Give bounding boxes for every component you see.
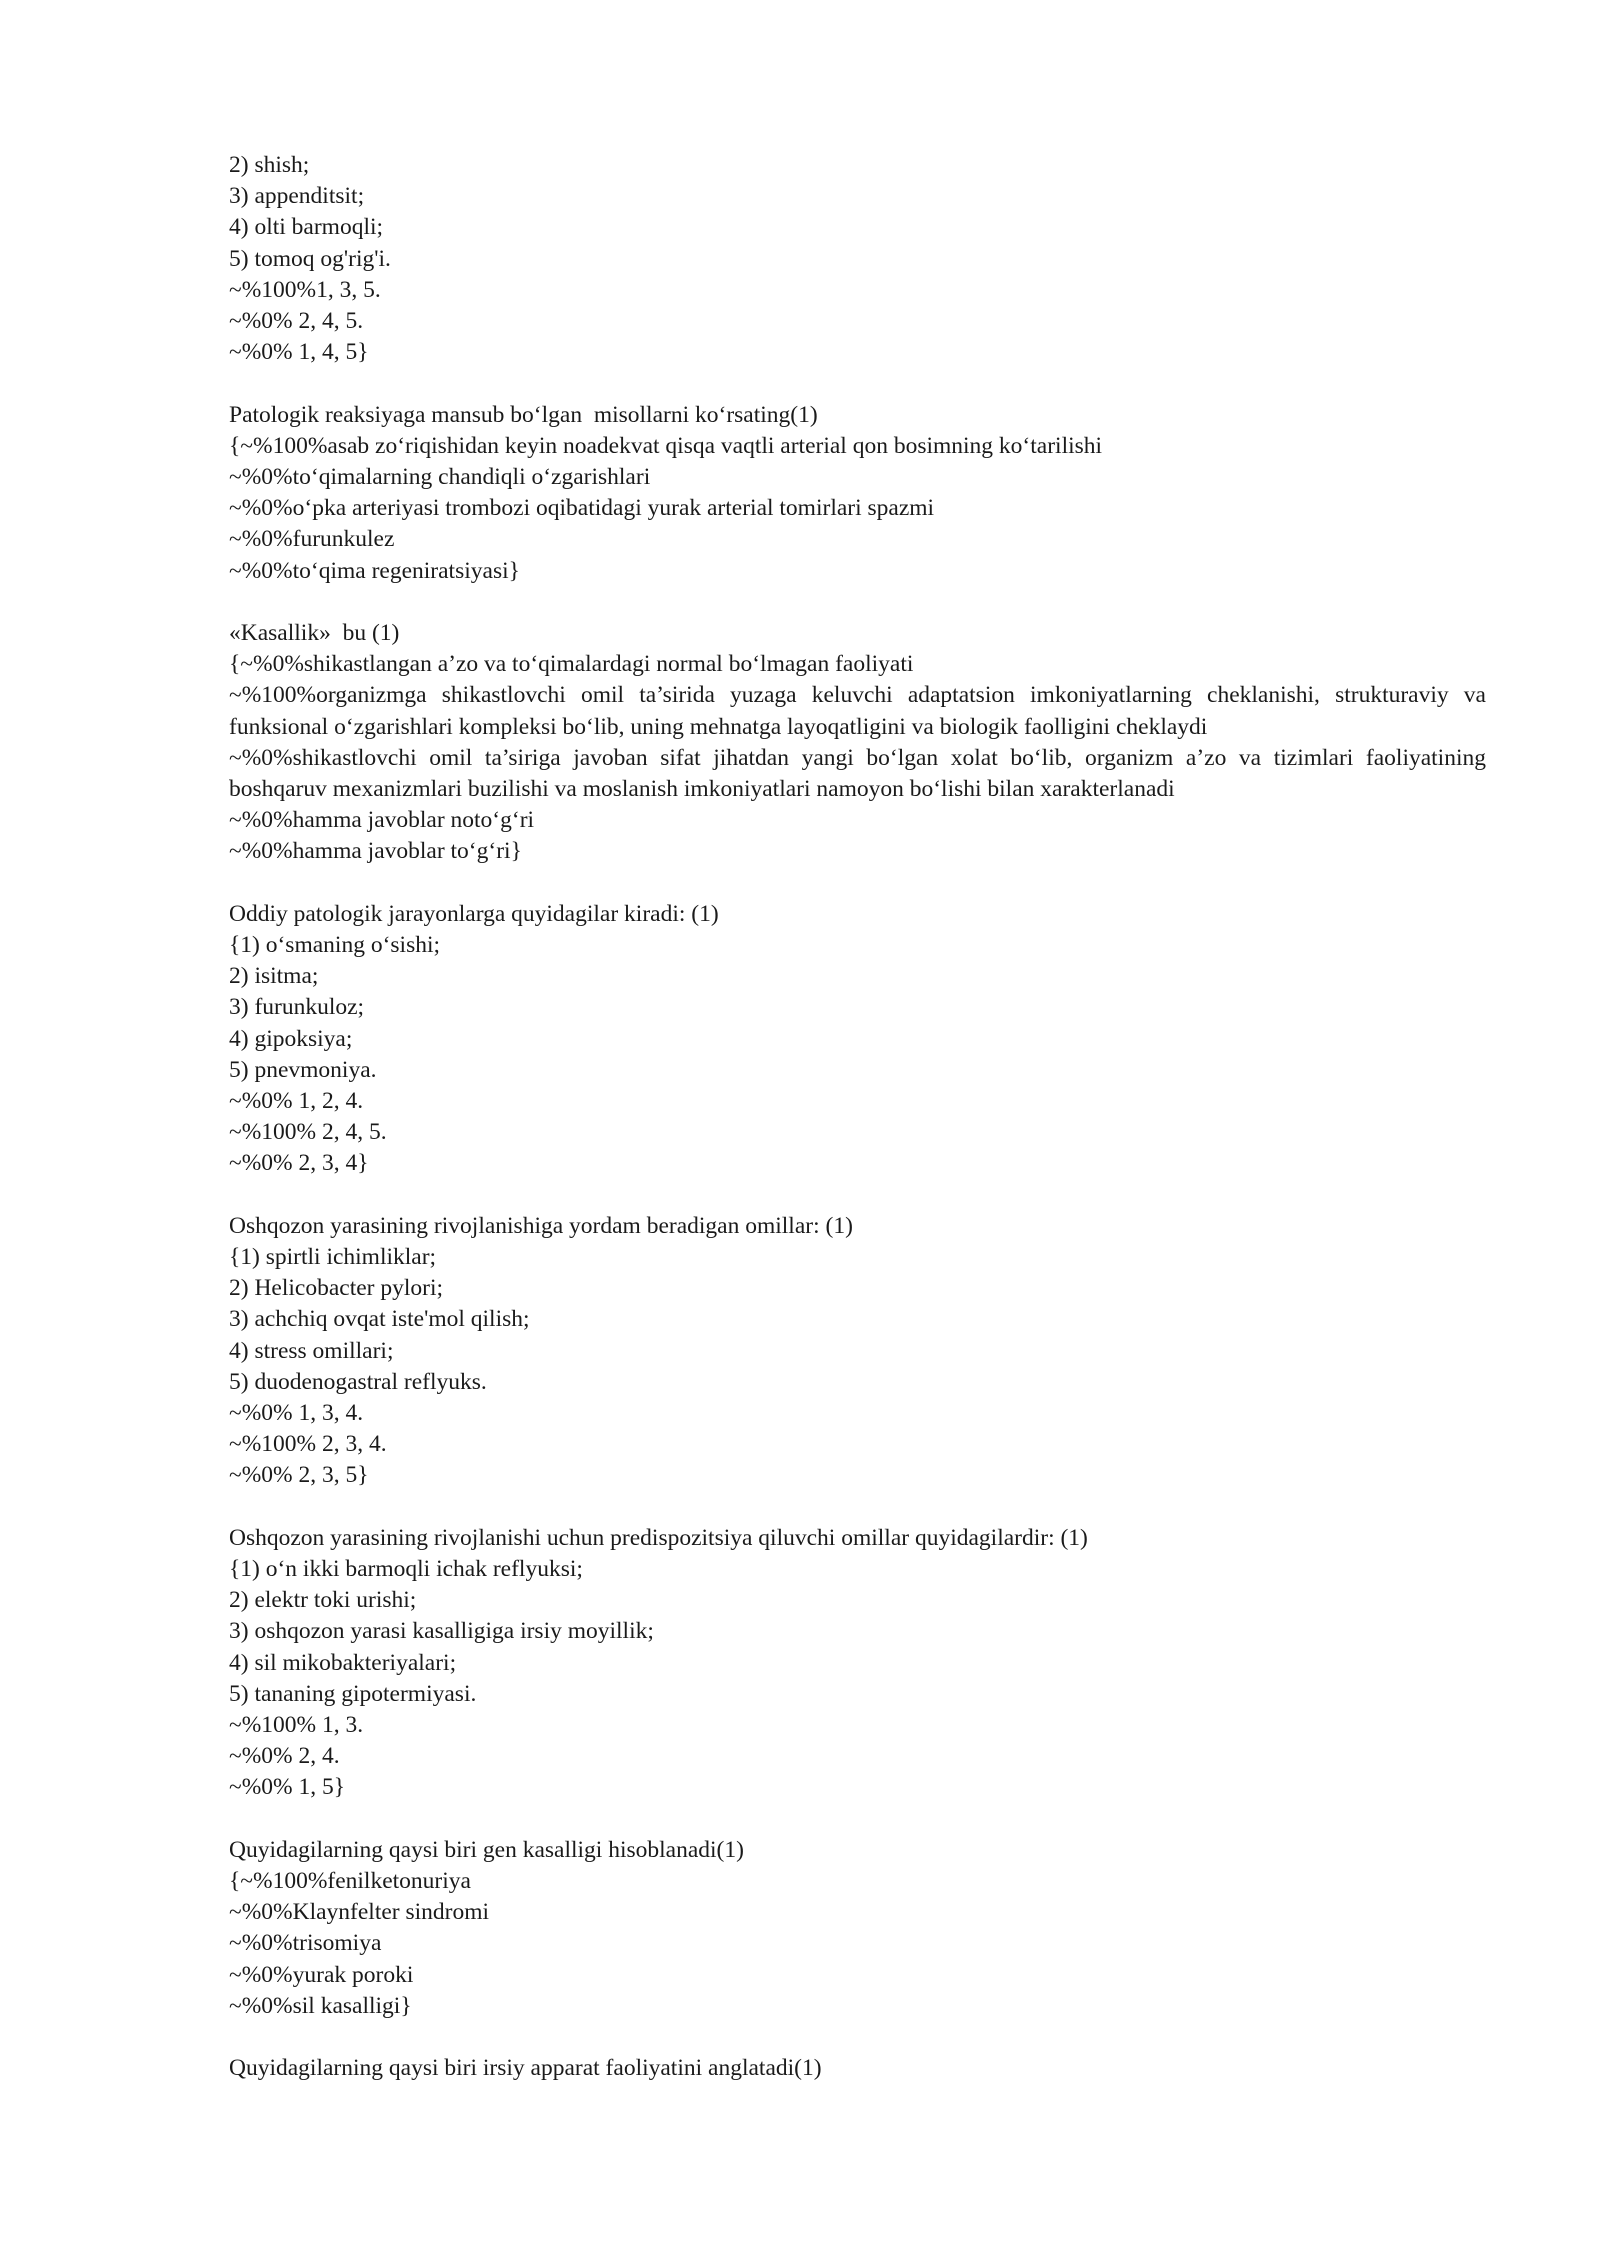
answer-line: ~%0%to‘qimalarning chandiqli o‘zgarishlari [229, 464, 651, 491]
answer-line: ~%0%o‘pka arteriyasi trombozi oqibatidagi yurak arterial tomirlari spazmi [229, 495, 935, 522]
text-line: 5) tananing gipotermiyasi. [229, 1680, 477, 1707]
text-line: 4) stress omillari; [229, 1337, 394, 1364]
text-line: 3) furunkuloz; [229, 994, 365, 1021]
block-gap [229, 368, 1486, 399]
answer-line: {~%100%asab zo‘riqishidan keyin noadekvat qisqa vaqtli arterial qon bosimning ko‘tarilishi [229, 432, 1103, 459]
block-gap [229, 587, 1486, 618]
block-gap [229, 1180, 1486, 1211]
question-title: Quyidagilarning qaysi biri irsiy apparat faoliyatini anglatadi(1) [229, 2055, 822, 2082]
answer-line: ~%0%sil kasalligi} [229, 1992, 412, 2019]
answer-line: ~%0%trisomiya [229, 1930, 382, 1957]
answer-line: ~%0% 2, 3, 4} [229, 1150, 369, 1177]
question-block [229, 1211, 1486, 1492]
answer-line: ~%0% 1, 3, 4. [229, 1400, 364, 1427]
answer-line: ~%0%yurak poroki [229, 1961, 414, 1988]
question-block [229, 1523, 1486, 1804]
text-line: {1) o‘n ikki barmoqli ichak reflyuksi; [229, 1556, 583, 1583]
answer-line: ~%0% 2, 4, 5. [229, 308, 364, 335]
question-block [229, 618, 1486, 868]
block-gap [229, 1804, 1486, 1835]
text-line: 4) olti barmoqli; [229, 214, 384, 241]
question-block [229, 150, 1486, 368]
question-title: Oshqozon yarasining rivojlanishi uchun predispozitsiya qiluvchi omillar quyidagilardir: (1) [229, 1524, 1088, 1551]
question-title: Quyidagilarning qaysi biri gen kasalligi hisoblanadi(1) [229, 1836, 744, 1863]
answer-line: ~%0%furunkulez [229, 526, 395, 553]
answer-line: ~%0%to‘qima regeniratsiyasi} [229, 557, 520, 584]
question-title: Oshqozon yarasining rivojlanishiga yordam beradigan omillar: (1) [229, 1212, 853, 1239]
answer-line: ~%100% 1, 3. [229, 1712, 364, 1739]
text-line: 3) achchiq ovqat iste'mol qilish; [229, 1306, 530, 1333]
question-block [229, 1835, 1486, 2022]
text-line: 2) isitma; [229, 963, 319, 990]
answer-line: ~%0% 1, 2, 4. [229, 1088, 364, 1115]
answer-line: ~%0% 2, 3, 5} [229, 1462, 369, 1489]
block-gap [229, 868, 1486, 899]
question-title: «Kasallik» bu (1) [229, 620, 400, 647]
text-line: 3) appenditsit; [229, 183, 365, 210]
text-line: 2) Helicobacter pylori; [229, 1275, 444, 1302]
answer-line: ~%0% 2, 4. [229, 1743, 340, 1770]
text-line: 5) duodenogastral reflyuks. [229, 1368, 487, 1395]
text-line: 4) gipoksiya; [229, 1025, 353, 1052]
answer-line: ~%100%1, 3, 5. [229, 276, 381, 303]
text-line: {1) spirtli ichimliklar; [229, 1244, 437, 1271]
text-line: 2) shish; [229, 152, 310, 178]
answer-line: ~%0% 1, 4, 5} [229, 339, 369, 366]
text-line: 5) pnevmoniya. [229, 1056, 377, 1083]
text-line: 2) elektr toki urishi; [229, 1587, 417, 1614]
answer-paragraph: ~%100%organizmga shikastlovchi omil ta’sirida yuzaga keluvchi adaptatsion imkoniyatlarning cheklanishi, strukturaviy va funksional o‘zgarishlari kompleksi bo‘lib, uning mehnatga layoqatligini va biologik faolligini cheklaydi [229, 682, 1486, 740]
answer-line: {~%100%fenilketonuriya [229, 1868, 471, 1895]
answer-line: ~%100% 2, 3, 4. [229, 1431, 387, 1458]
answer-line: {~%0%shikastlangan a’zo va to‘qimalardagi normal bo‘lmagan faoliyati [229, 651, 914, 678]
question-title: Patologik reaksiyaga mansub bo‘lgan misollarni ko‘rsating(1) [229, 401, 818, 428]
answer-line: ~%0%hamma javoblar noto‘g‘ri [229, 807, 535, 834]
question-title: Oddiy patologik jarayonlarga quyidagilar kiradi: (1) [229, 900, 719, 927]
question-block [229, 400, 1486, 587]
answer-line: ~%100% 2, 4, 5. [229, 1119, 387, 1146]
question-block [229, 899, 1486, 1180]
answer-line: ~%0%hamma javoblar to‘g‘ri} [229, 838, 522, 865]
block-gap [229, 2022, 1486, 2053]
block-gap [229, 1492, 1486, 1523]
answer-paragraph: ~%0%shikastlovchi omil ta’siriga javoban sifat jihatdan yangi bo‘lgan xolat bo‘lib, organizm a’zo va tizimlari faoliyatining boshqaruv mexanizmlari buzilishi va moslanish imkoniyatlari namoyon bo‘lishi bilan xarakterlanadi [229, 744, 1486, 803]
text-line: 5) tomoq og'rig'i. [229, 245, 391, 272]
text-line: 4) sil mikobakteriyalari; [229, 1649, 457, 1676]
text-line: {1) o‘smaning o‘sishi; [229, 932, 441, 959]
document-page [229, 150, 1486, 2084]
answer-line: ~%0%Klaynfelter sindromi [229, 1899, 490, 1926]
question-block [229, 2053, 1486, 2084]
text-line: 3) oshqozon yarasi kasalligiga irsiy moyillik; [229, 1618, 654, 1645]
answer-line: ~%0% 1, 5} [229, 1774, 346, 1801]
